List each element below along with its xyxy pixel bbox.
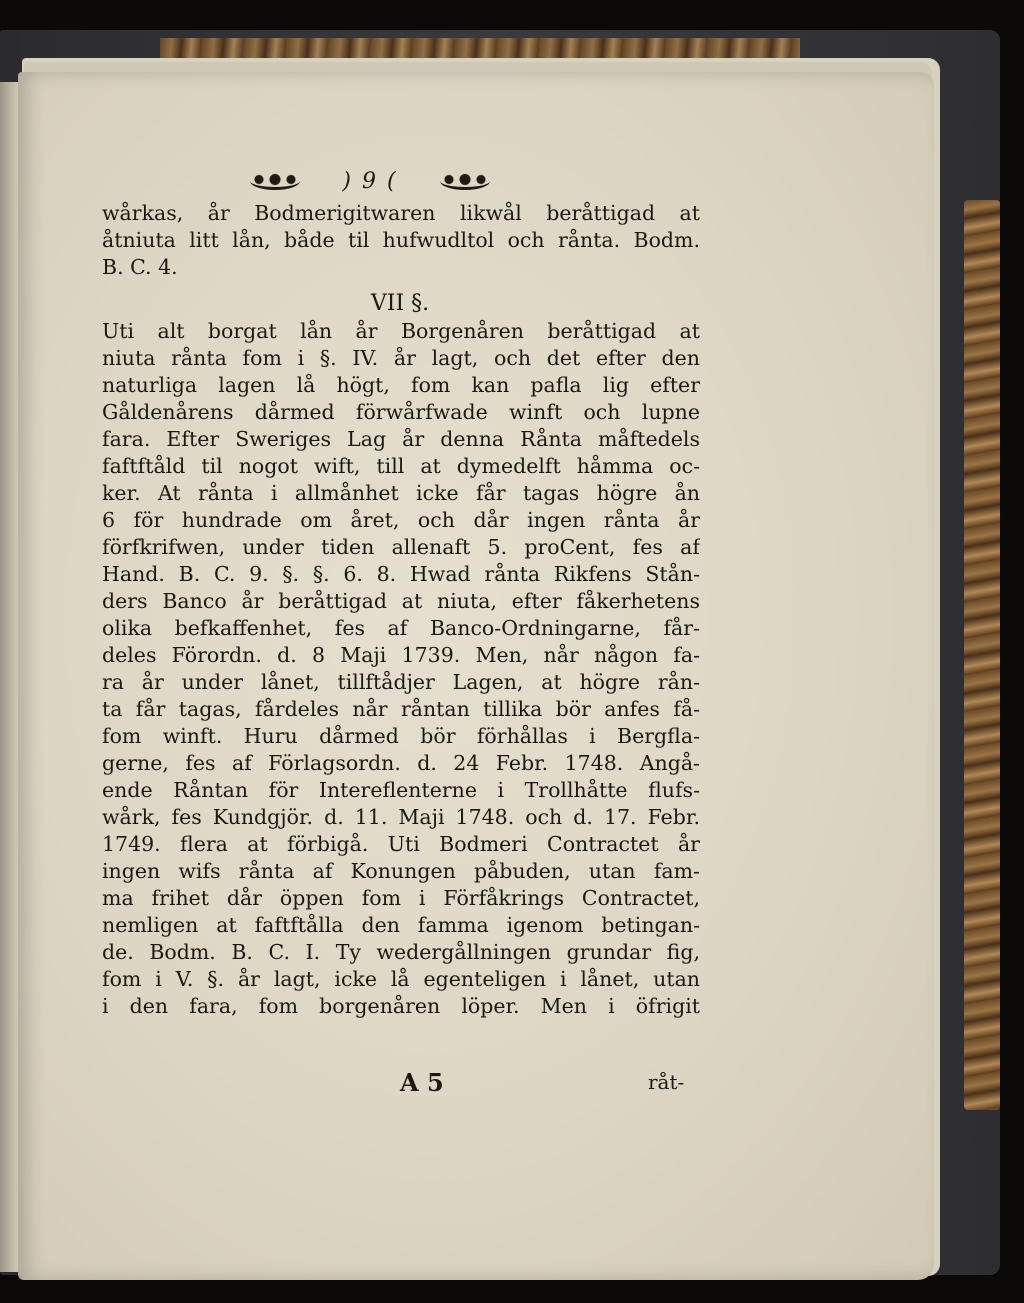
ornament-left-icon bbox=[250, 172, 300, 190]
text-line: nemligen at faftftålla den famma igenom betingan- bbox=[102, 913, 700, 937]
text-line: deles Förordn. d. 8 Maji 1739. Men, når någon fa- bbox=[102, 643, 700, 667]
text-line: niuta rånta fom i §. IV. år lagt, och det efter den bbox=[102, 346, 700, 370]
text-line: B. C. 4. bbox=[102, 255, 178, 279]
text-line: ra år under lånet, tillftådjer Lagen, at högre rån- bbox=[102, 670, 700, 694]
text-line: faftftåld til nogot wift, till at dymedelft håmma oc- bbox=[102, 454, 700, 478]
text-line: de. Bodm. B. C. I. Ty wedergållningen grundar fig, bbox=[102, 940, 700, 964]
catchword: råt- bbox=[648, 1070, 685, 1094]
text-line: naturliga lagen lå högt, fom kan pafla lig efter bbox=[102, 373, 700, 397]
text-line: ders Banco år beråttigad at niuta, efter fåkerhetens bbox=[102, 589, 700, 613]
text-line: 6 för hundrade om året, och dår ingen rånta år bbox=[102, 508, 700, 532]
text-line: wårk, fes Kundgjör. d. 11. Maji 1748. och d. 17. Febr. bbox=[102, 805, 700, 829]
text-line: ende Råntan för Intereflenterne i Trollhåtte flufs- bbox=[102, 778, 700, 802]
running-head bbox=[250, 168, 490, 194]
text-line: 1749. flera at förbigå. Uti Bodmeri Contractet år bbox=[102, 832, 700, 856]
text-line: åtniuta litt lån, både til hufwudltol och rånta. Bodm. bbox=[102, 228, 700, 252]
text-line: ma frihet dår öppen fom i Förfåkrings Contractet, bbox=[102, 886, 700, 910]
text-line: i den fara, fom borgenåren löper. Men i öfrigit bbox=[102, 994, 700, 1018]
text-line: wårkas, år Bodmerigitwaren likwål beråttigad at bbox=[102, 201, 700, 225]
text-line: fom winft. Huru dårmed bör förhållas i Bergfla- bbox=[102, 724, 700, 748]
section-heading: VII §. bbox=[370, 291, 430, 316]
ornament-right-icon bbox=[440, 172, 490, 190]
text-line: fara. Efter Sweriges Lag år denna Rånta måftedels bbox=[102, 427, 700, 451]
text-line: olika befkaffenhet, fes af Banco-Ordningarne, får- bbox=[102, 616, 700, 640]
marbled-page-edge-right bbox=[964, 200, 1000, 1110]
text-line: Hand. B. C. 9. §. §. 6. 8. Hwad rånta Rikfens Stån- bbox=[102, 562, 700, 586]
text-line: ingen wifs rånta af Konungen påbuden, utan fam- bbox=[102, 859, 700, 883]
text-line: gerne, fes af Förlagsordn. d. 24 Febr. 1748. Angå- bbox=[102, 751, 700, 775]
text-line: Gåldenårens dårmed förwårfwade winft och lupne bbox=[102, 400, 700, 424]
text-line: Uti alt borgat lån år Borgenåren beråttigad at bbox=[102, 319, 700, 343]
page-number: ) 9 ( bbox=[342, 168, 398, 194]
text-line: ta får tagas, fårdeles når råntan tillika bör anfes få- bbox=[102, 697, 700, 721]
text-line: förfkrifwen, under tiden allenaft 5. proCent, fes af bbox=[102, 535, 700, 559]
text-line: fom i V. §. år lagt, icke lå egenteligen i lånet, utan bbox=[102, 967, 700, 991]
text-line: ker. At rånta i allmånhet icke får tagas högre ån bbox=[102, 481, 700, 505]
signature-mark: A 5 bbox=[400, 1068, 444, 1097]
